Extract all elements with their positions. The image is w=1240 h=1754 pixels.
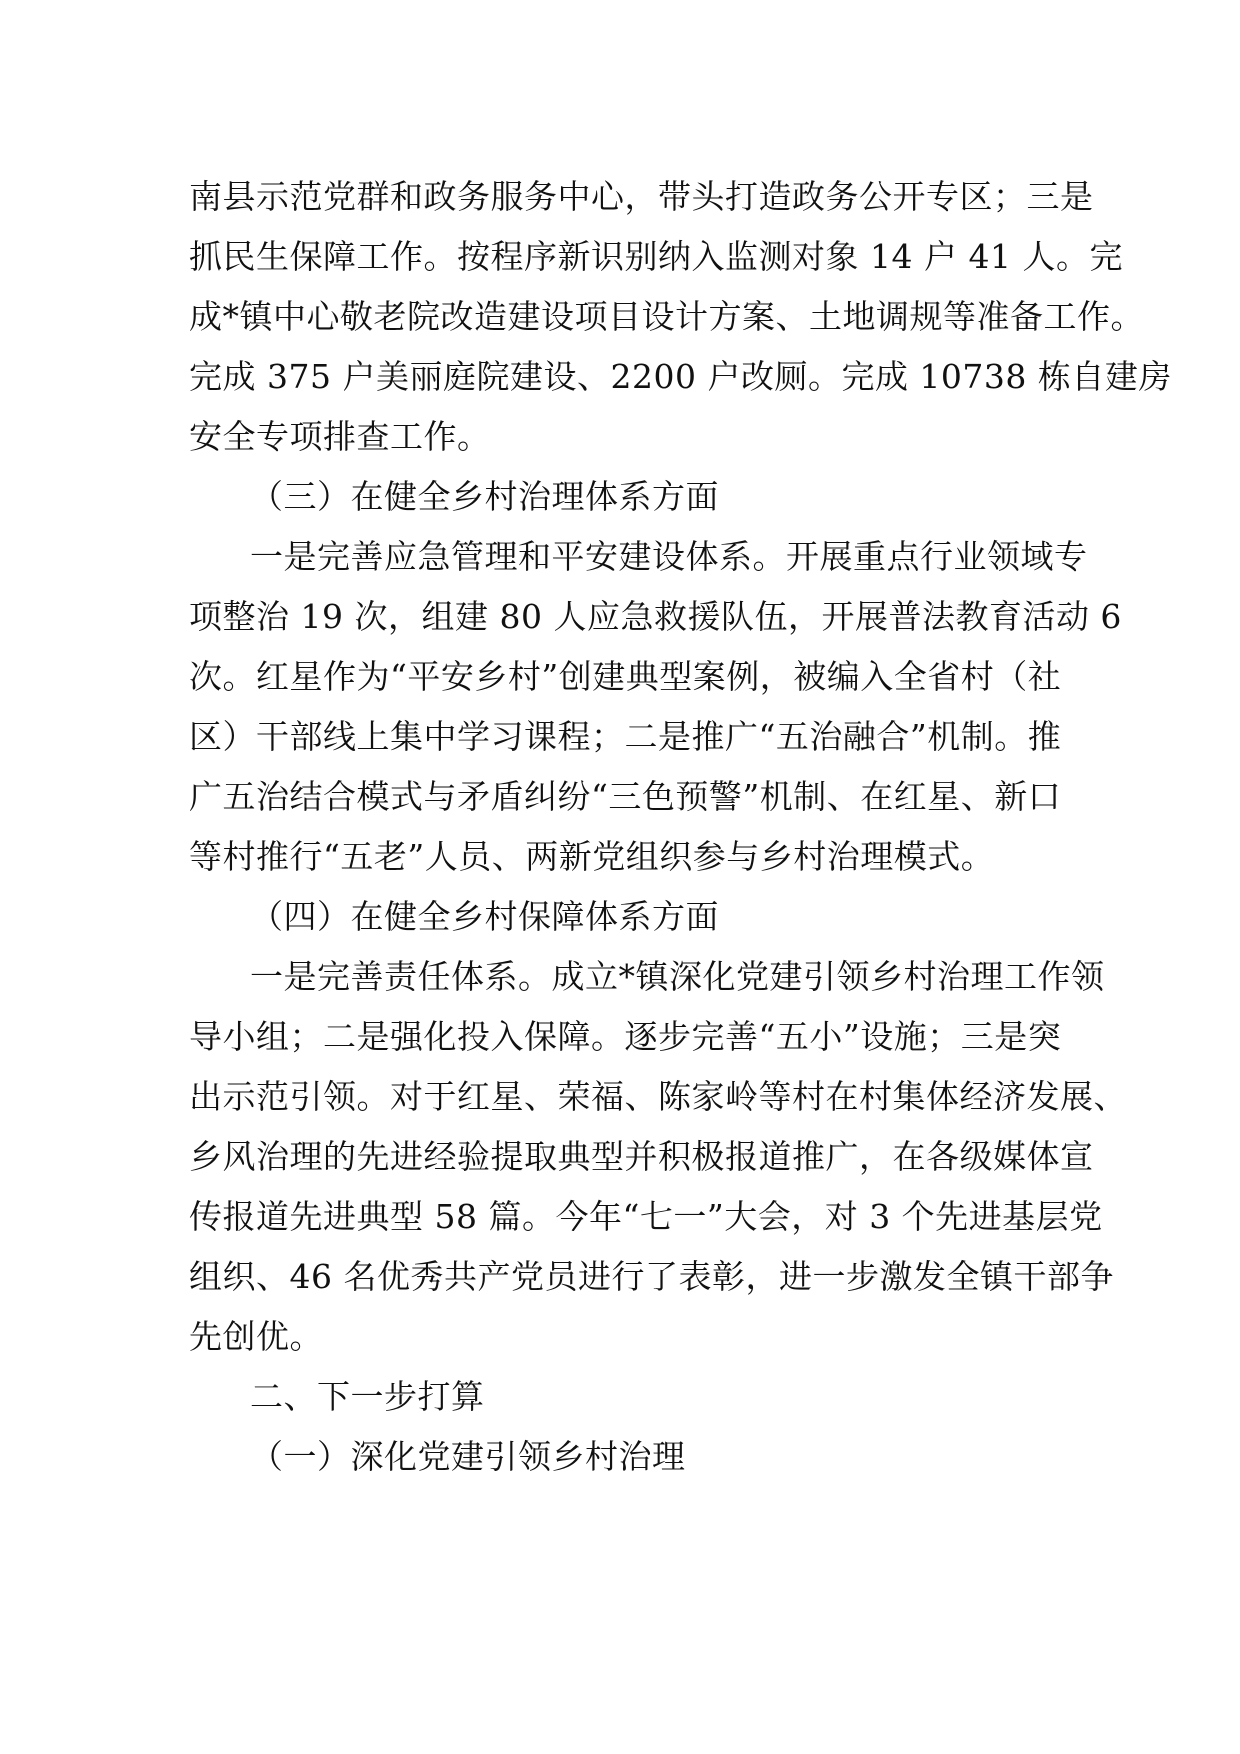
section-heading: （三）在健全乡村治理体系方面 <box>250 477 719 516</box>
body-text-line: 安全专项排查工作。 <box>189 417 491 456</box>
body-text-line: 完成 375 户美丽庭院建设、2200 户改厕。完成 10738 栋自建房 <box>189 357 1172 396</box>
body-text-line: 次。红星作为“平安乡村”创建典型案例，被编入全省村（社 <box>189 657 1062 696</box>
body-text-line: 组织、46 名优秀共产党员进行了表彰，进一步激发全镇干部争 <box>189 1257 1114 1296</box>
body-text-line: 一是完善责任体系。成立*镇深化党建引领乡村治理工作领 <box>250 957 1105 996</box>
body-text-line: 乡风治理的先进经验提取典型并积极报道推广，在各级媒体宣 <box>189 1137 1094 1176</box>
section-heading: 二、下一步打算 <box>250 1377 485 1416</box>
body-text-line: 一是完善应急管理和平安建设体系。开展重点行业领域专 <box>250 537 1088 576</box>
body-text-line: 区）干部线上集中学习课程；二是推广“五治融合”机制。推 <box>189 717 1062 756</box>
body-text-line: 抓民生保障工作。按程序新识别纳入监测对象 14 户 41 人。完 <box>189 237 1123 276</box>
body-text-line: 传报道先进典型 58 篇。今年“七一”大会，对 3 个先进基层党 <box>189 1197 1103 1236</box>
section-heading: （四）在健全乡村保障体系方面 <box>250 897 719 936</box>
body-text-line: 项整治 19 次，组建 80 人应急救援队伍，开展普法教育活动 6 <box>189 597 1122 636</box>
body-text-line: 成*镇中心敬老院改造建设项目设计方案、土地调规等准备工作。 <box>189 297 1144 336</box>
body-text-line: 导小组；二是强化投入保障。逐步完善“五小”设施；三是突 <box>189 1017 1062 1056</box>
body-text-line: 广五治结合模式与矛盾纠纷“三色预警”机制、在红星、新口 <box>189 777 1062 816</box>
body-text-line: 出示范引领。对于红星、荣福、陈家岭等村在村集体经济发展、 <box>189 1077 1127 1116</box>
body-text-line: 等村推行“五老”人员、两新党组织参与乡村治理模式。 <box>189 837 995 876</box>
body-text-line: 先创优。 <box>189 1317 323 1356</box>
subsection-heading: （一）深化党建引领乡村治理 <box>250 1437 686 1476</box>
body-text-line: 南县示范党群和政务服务中心，带头打造政务公开专区；三是 <box>189 177 1094 216</box>
